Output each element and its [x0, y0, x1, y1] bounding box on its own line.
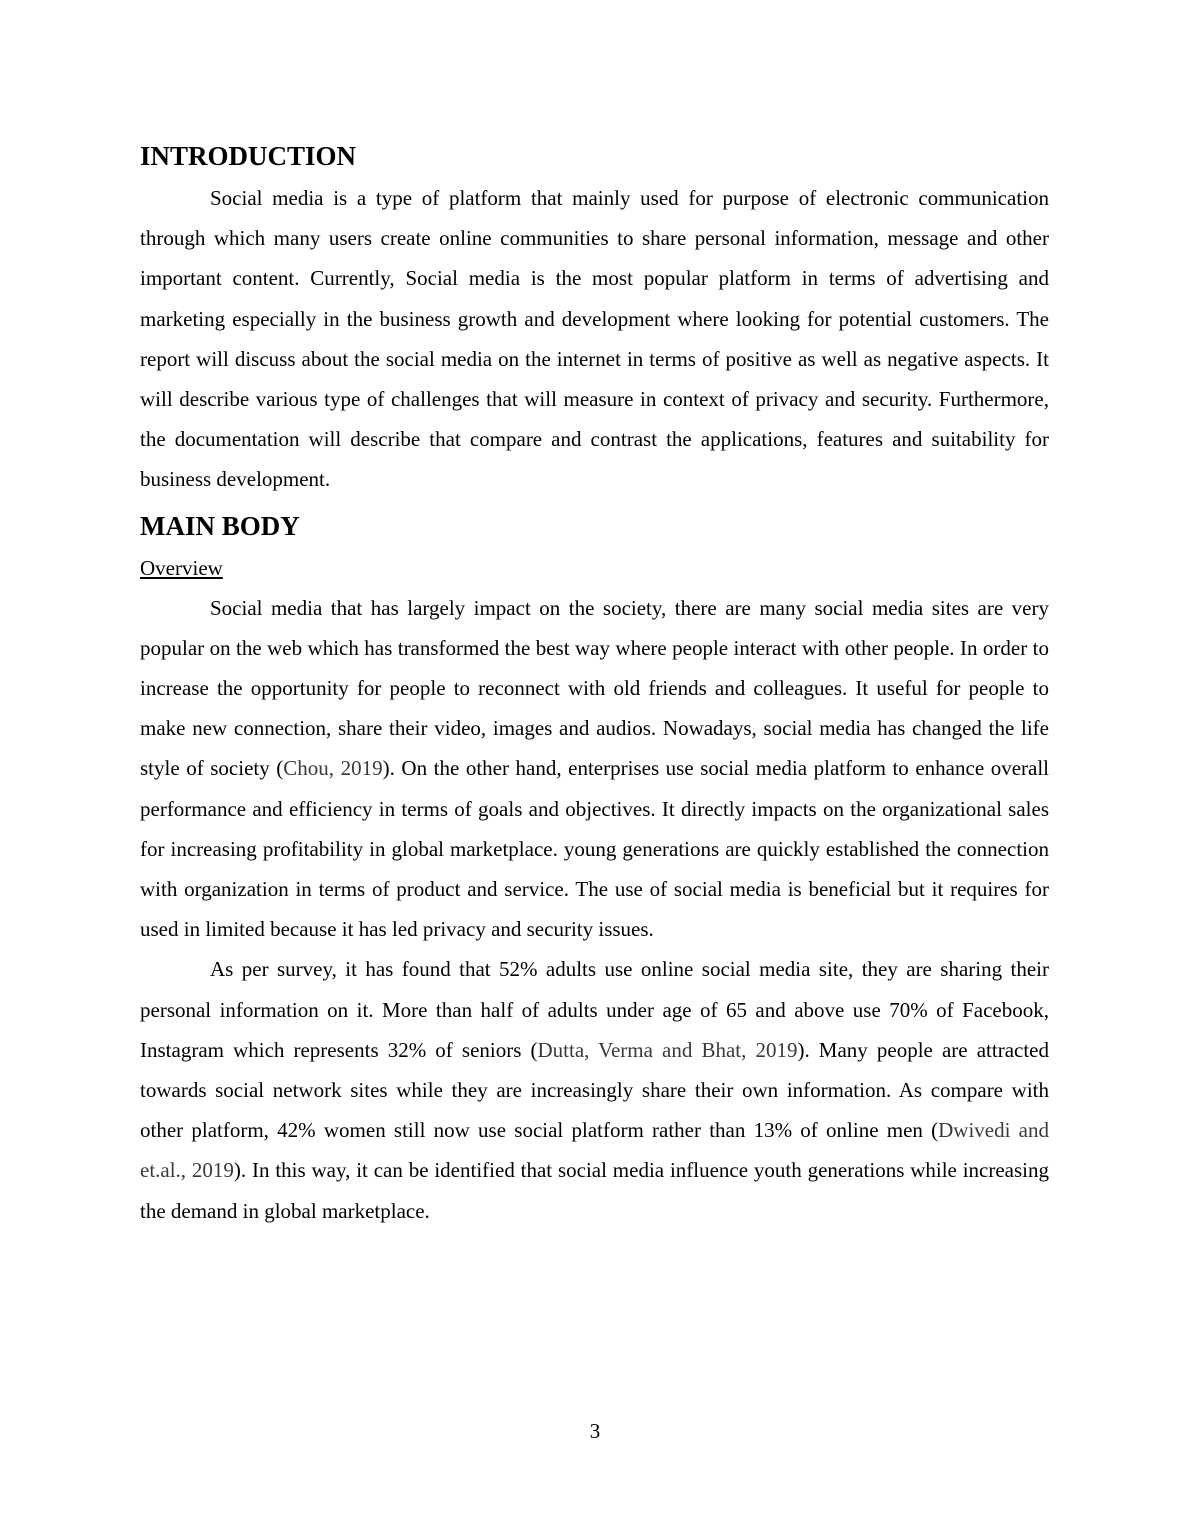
introduction-paragraph: Social media is a type of platform that mainly used for purpose of electronic communication through which many users create online communities to share personal information, message and other important content. Currently, Social media is the most popular platform in terms of advertising and marketing especially in the business growth and development where looking for potential customers. The report will discuss about the social media on the internet in terms of positive as well as negative aspects. It will describe various type of challenges that will measure in context of privacy and security. Furthermore, the documentation will describe that compare and contrast the applications, features and suitability for business development. — [140, 186, 1049, 492]
citation-dutta: Dutta, Verma and Bhat, 2019 — [537, 1037, 798, 1062]
main-body-heading: MAIN BODY — [140, 510, 300, 541]
overview-paragraph-2 — [140, 949, 1049, 1230]
page-content — [140, 136, 1049, 1231]
introduction-heading: INTRODUCTION — [140, 141, 357, 171]
paragraph-text: ). On the other hand, enterprises use social media platform to enhance overall performance and efficiency in terms of goals and objectives. It directly impacts on the organizational sales for increasing profitability in global marketplace. young generations are quickly established the connection with organization in terms of product and service. The use of social media is beneficial but it requires for used in limited because it has led privacy and security issues. — [140, 756, 1049, 942]
paragraph-text: ). Many people are attracted towards social network sites while they are increasingly share their own information. As compare with other platform, 42% women still now use social platform rather than 13% of online men ( — [140, 1037, 1049, 1143]
paragraph-text: Social media that has largely impact on the society, there are many social media sites are very popular on the web which has transformed the best way where people interact with other people. In order to increase the opportunity for people to reconnect with old friends and colleagues. It useful for people to make new connection, share their video, images and audios. Nowadays, social media has changed the life style of society ( — [140, 595, 1049, 781]
citation-chou: Chou, 2019 — [283, 756, 383, 781]
citation-dwivedi: Dwivedi and et.al., 2019 — [140, 1118, 1049, 1183]
paragraph-text: ). In this way, it can be identified that social media influence youth generations while increasing the demand in global marketplace. — [140, 1158, 1050, 1223]
paragraph-text: As per survey, it has found that 52% adults use online social media site, they are sharing their personal information on it. More than half of adults under age of 65 and above use 70% of Facebook, Instagram which represents 32% of seniors ( — [140, 957, 1049, 1062]
overview-paragraph-1 — [140, 588, 1049, 950]
page-number: 3 — [589, 1419, 601, 1443]
overview-subheading: Overview — [140, 555, 223, 580]
